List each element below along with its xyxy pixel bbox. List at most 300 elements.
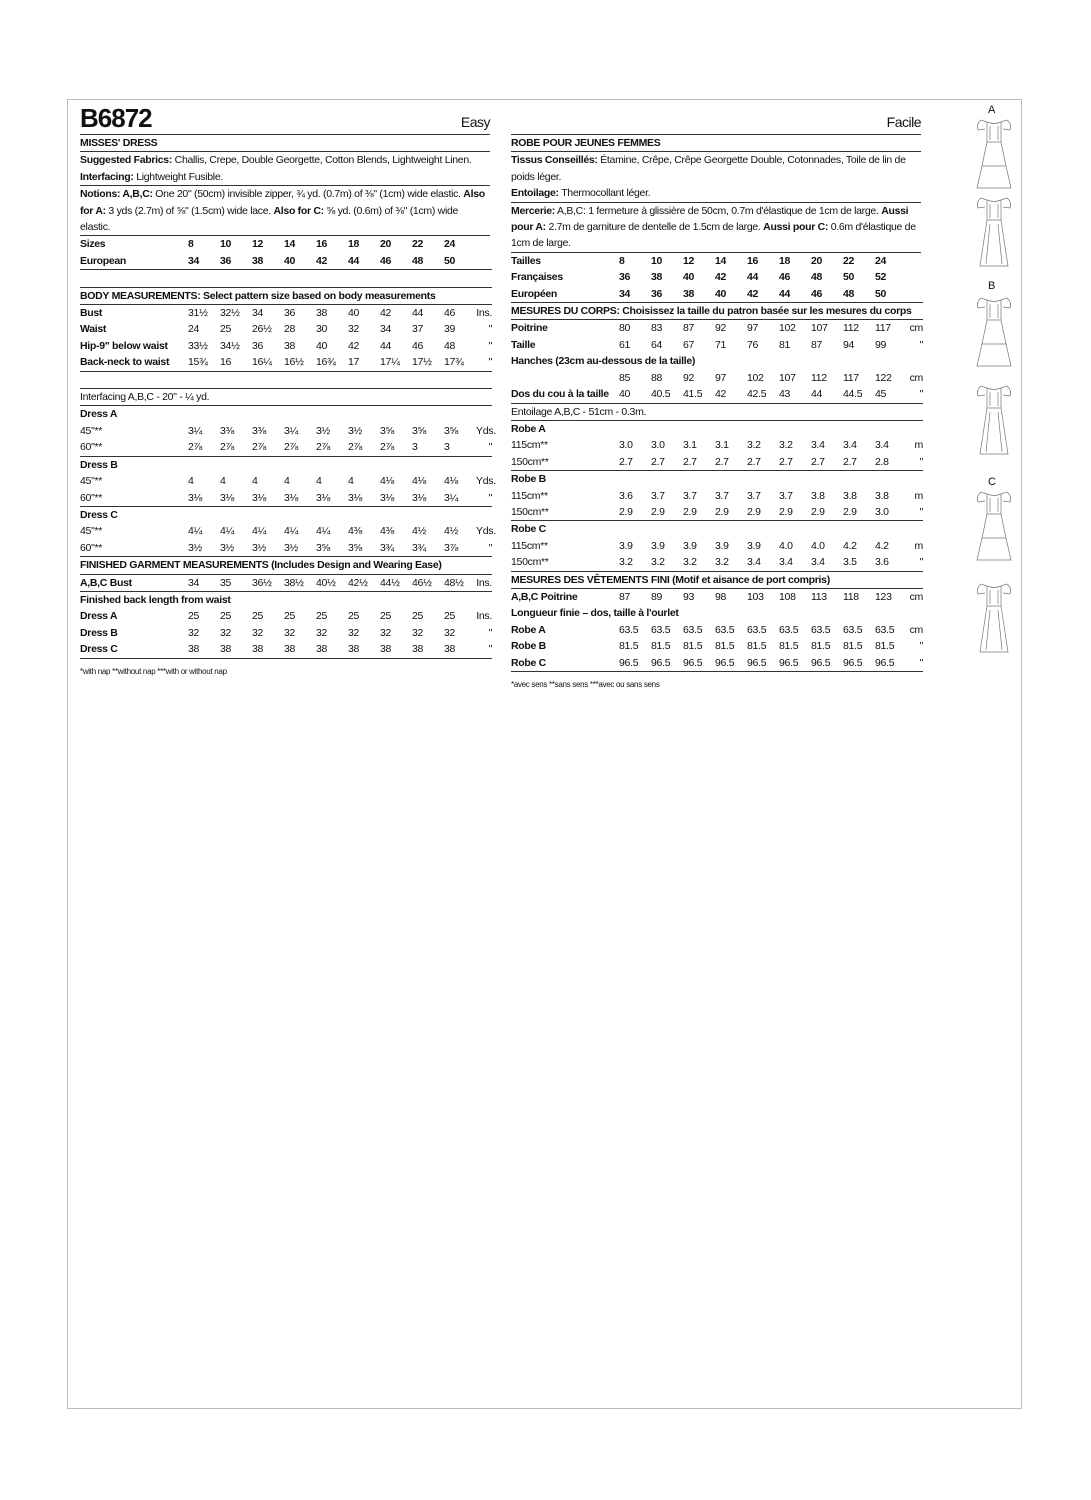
unit-cell: " [919, 556, 923, 569]
span-label: FINISHED GARMENT MEASUREMENTS (Includes Design and Wearing Ease) [80, 559, 442, 572]
row-label: Tailles [511, 254, 541, 267]
cell-value: 3.8 [811, 489, 825, 502]
francaises-row [511, 269, 923, 285]
cell-value: 87 [811, 338, 823, 351]
row-label: A,B,C Poitrine [511, 590, 578, 603]
cell-value: 16 [316, 238, 328, 251]
unit-cell: m [914, 439, 923, 452]
cell-value: 61 [619, 338, 631, 351]
cell-value: 113 [811, 590, 827, 603]
unit-cell [907, 286, 923, 303]
notions-label: Notions: A,B,C: [80, 188, 153, 201]
cell-value: 48 [412, 254, 424, 267]
interfacing-text: Lightweight Fusible. [133, 170, 223, 183]
cell-value: 63.5 [843, 623, 863, 636]
cell-value: 118 [843, 590, 859, 603]
view-letter-a: A [988, 104, 996, 116]
cell-value: 3¾ [380, 541, 394, 554]
notions-also-c: Also for C: [273, 204, 324, 217]
cell-value: 63.5 [715, 623, 735, 636]
hanches-label-row [511, 353, 923, 369]
row-label: A,B,C Bust [80, 576, 132, 589]
cell-value: 96.5 [683, 656, 703, 669]
cell-value: 3.7 [747, 489, 761, 502]
cell-value: 3⅛ [348, 491, 362, 504]
cell-value: 3⅞ [444, 541, 458, 554]
cell-value: 4½ [444, 525, 458, 538]
cell-value: 38 [380, 643, 392, 656]
cell-value: 85 [619, 371, 631, 384]
cell-value: 4½ [412, 525, 426, 538]
cell-value: 38 [348, 643, 360, 656]
cell-value: 2.7 [843, 455, 857, 468]
cell-value: 36½ [252, 576, 272, 589]
fabrics-text-fr: Étamine, Crêpe, Crêpe Georgette Double, Cotonnades, Toile de lin de poids léger. [511, 154, 906, 183]
cell-value: 28 [284, 323, 296, 336]
cell-value: 3.9 [619, 539, 633, 552]
cell-value: 92 [715, 322, 727, 335]
cell-value: 81.5 [747, 640, 767, 653]
unit-cell [907, 269, 923, 285]
cell-value: 4¼ [252, 525, 266, 538]
cell-value: 3.7 [779, 489, 793, 502]
cell-value: 71 [715, 338, 727, 351]
cell-value: 3.0 [875, 505, 889, 518]
cell-value: 96.5 [811, 656, 831, 669]
cell-value: 2.9 [683, 505, 697, 518]
back-row-fr [511, 638, 923, 654]
cell-value: 42 [715, 388, 727, 401]
cell-value: 15¾ [188, 356, 208, 369]
cell-value: 26½ [252, 323, 272, 336]
cell-value: 96.5 [747, 656, 767, 669]
metrage-row [511, 538, 923, 554]
cell-value: 97 [747, 322, 759, 335]
notions-text-c: ⅝ yd. (0.6m) of ⅜" (1cm) wide elastic. [80, 204, 459, 234]
back-row [80, 641, 492, 658]
metrage-row [511, 454, 923, 471]
span-label: Dress B [80, 458, 118, 471]
cell-value: 3¾ [412, 541, 426, 554]
cell-value: 3⅝ [380, 424, 394, 437]
cell-value: 92 [683, 371, 695, 384]
row-label: 115cm** [511, 539, 548, 552]
cell-value: 99 [875, 338, 887, 351]
cell-value: 2.8 [875, 455, 889, 468]
cell-value: 24 [188, 323, 200, 336]
body-row [80, 321, 492, 337]
cell-value: 4 [316, 475, 322, 488]
span-label: Entoilage A,B,C - 51cm - 0.3m. [511, 405, 647, 418]
taille-row [511, 337, 923, 353]
notions-block-fr [511, 203, 921, 253]
cell-value: 8 [619, 254, 625, 267]
cell-value: 3 [412, 441, 418, 454]
cell-value: 4¼ [188, 525, 202, 538]
cell-value: 81 [779, 338, 791, 351]
interfacing-row [80, 389, 492, 406]
cell-value: 38 [683, 287, 695, 300]
cell-value: 81.5 [619, 640, 639, 653]
cell-value: 3.4 [779, 556, 793, 569]
cell-value: 4⅜ [348, 525, 362, 538]
cell-value: 2.9 [715, 505, 729, 518]
cell-value: 43 [779, 388, 791, 401]
cell-value: 3.2 [683, 556, 697, 569]
cell-value: 3½ [220, 541, 234, 554]
cell-value: 97 [715, 371, 727, 384]
cell-value: 87 [683, 322, 695, 335]
row-label: Sizes [80, 238, 106, 251]
cell-value: 3½ [348, 424, 362, 437]
interfacing-row-fr [511, 403, 923, 420]
cell-value: 42½ [348, 576, 368, 589]
unit-cell: cm [909, 623, 923, 636]
unit-cell: cm [909, 371, 923, 384]
cell-value: 2.7 [811, 455, 825, 468]
cell-value: 38 [316, 643, 328, 656]
cell-value: 48½ [444, 576, 464, 589]
cell-value: 83 [651, 322, 663, 335]
cell-value: 3½ [252, 541, 266, 554]
cell-value: 81.5 [779, 640, 799, 653]
cell-value: 2.7 [747, 455, 761, 468]
span-label: Finished back length from waist [80, 593, 231, 606]
cell-value: 108 [779, 590, 796, 603]
cell-value: 42 [715, 271, 727, 284]
dress-sketch-icon [972, 116, 1016, 194]
robe-label-row [511, 521, 923, 538]
row-label: Dress A [80, 610, 118, 623]
cell-value: 3.2 [747, 439, 761, 452]
cell-value: 112 [811, 371, 827, 384]
tailles-row [511, 253, 923, 269]
cell-value: 3½ [284, 541, 298, 554]
cell-value: 12 [683, 254, 695, 267]
cell-value: 2⅞ [348, 441, 362, 454]
dress-label-row [80, 506, 492, 523]
cell-value: 42.5 [747, 388, 767, 401]
unit-cell: " [488, 441, 492, 454]
cell-value: 3⅜ [220, 424, 234, 437]
yardage-row [80, 473, 492, 489]
cell-value: 48 [444, 339, 456, 352]
spacer-cell [80, 270, 492, 287]
cell-value: 96.5 [715, 656, 735, 669]
cell-value: 3.1 [715, 439, 729, 452]
cell-value: 40.5 [651, 388, 671, 401]
cell-value: 81.5 [811, 640, 831, 653]
notions-text: One 20" (50cm) invisible zipper, ¾ yd. (0.7m) of ⅜" (1cm) wide elastic. [152, 188, 464, 201]
cell-value: 4⅜ [380, 525, 394, 538]
garment-title: MISSES' DRESS [80, 135, 490, 152]
cell-value: 103 [747, 590, 764, 603]
cell-value: 44½ [380, 576, 400, 589]
metrage-row [511, 437, 923, 453]
cell-value: 2⅞ [284, 441, 298, 454]
cell-value: 3.4 [875, 439, 889, 452]
cell-value: 117 [875, 322, 891, 335]
cell-value: 46 [779, 271, 791, 284]
cell-value: 94 [843, 338, 855, 351]
notions-block [80, 186, 490, 236]
cell-value: 44 [348, 254, 360, 267]
cell-value: 38 [252, 643, 264, 656]
cell-value: 3.8 [843, 489, 857, 502]
row-label: 45"** [80, 525, 103, 538]
cell-value: 3⅝ [412, 424, 426, 437]
robe-label-row [511, 471, 923, 488]
cell-value: 3.9 [651, 539, 665, 552]
cell-value: 3.2 [715, 556, 729, 569]
cell-value: 3.2 [619, 556, 633, 569]
garment-title-fr: ROBE POUR JEUNES FEMMES [511, 135, 921, 152]
cell-value: 16¾ [316, 356, 336, 369]
cell-value: 42 [316, 254, 328, 267]
dress-sketch-icon [972, 194, 1016, 272]
cell-value: 16½ [284, 356, 304, 369]
back-row-fr [511, 655, 923, 672]
fabrics-text: Challis, Crepe, Double Georgette, Cotton Blends, Lightweight Linen. [172, 154, 472, 167]
cell-value: 63.5 [779, 623, 799, 636]
cell-value: 32 [284, 626, 296, 639]
cell-value: 63.5 [747, 623, 767, 636]
row-label: Robe C [511, 656, 546, 669]
cell-value: 41.5 [683, 388, 703, 401]
cell-value: 3 [444, 441, 450, 454]
unit-cell: m [914, 489, 923, 502]
cell-value: 14 [284, 238, 296, 251]
cell-value: 38 [220, 643, 232, 656]
cell-value: 3¼ [444, 491, 458, 504]
cell-value: 4.0 [811, 539, 825, 552]
cell-value: 40 [683, 271, 695, 284]
cell-value: 46 [412, 339, 424, 352]
cell-value: 3.4 [843, 439, 857, 452]
cell-value: 44 [747, 271, 759, 284]
unit-cell: " [488, 626, 492, 639]
span-label: Longueur finie – dos, taille à l'ourlet [511, 607, 679, 620]
cell-value: 44.5 [843, 388, 863, 401]
interfacing-label-fr: Entoilage: [511, 187, 559, 200]
unit-cell: " [919, 656, 923, 669]
robe-label-row [511, 420, 923, 437]
header-fr [511, 106, 921, 135]
cell-value: 67 [683, 338, 695, 351]
cell-value: 3⅛ [220, 491, 234, 504]
hanches-row [511, 370, 923, 386]
cell-value: 3.0 [619, 439, 633, 452]
cell-value: 25 [316, 610, 328, 623]
cell-value: 81.5 [683, 640, 703, 653]
cell-value: 3⅛ [284, 491, 298, 504]
cell-value: 3.9 [715, 539, 729, 552]
cell-value: 50 [843, 271, 855, 284]
row-label: Européen [511, 287, 558, 300]
interfacing-text-fr: Thermocollant léger. [558, 187, 651, 200]
cell-value: 32 [188, 626, 200, 639]
fabrics-label-fr: Tissus Conseillés: [511, 154, 598, 167]
cell-value: 3.8 [875, 489, 889, 502]
cell-value: 32 [252, 626, 264, 639]
cell-value: 17½ [412, 356, 432, 369]
notions-also-c-fr: Aussi pour C: [763, 221, 829, 234]
row-label: 150cm** [511, 455, 549, 468]
unit-cell: Ins. [476, 576, 492, 589]
cell-value: 81.5 [843, 640, 863, 653]
cell-value: 20 [811, 254, 823, 267]
unit-cell: Ins. [476, 610, 492, 623]
cell-value: 3⅝ [316, 541, 330, 554]
cell-value: 107 [779, 371, 796, 384]
cell-value: 4 [348, 475, 354, 488]
cell-value: 122 [875, 371, 892, 384]
cell-value: 17¾ [444, 356, 464, 369]
unit-cell: " [919, 640, 923, 653]
cell-value: 44 [779, 287, 791, 300]
unit-cell: Ins. [476, 307, 492, 320]
french-column [511, 106, 921, 693]
measurement-table [80, 236, 496, 658]
spacer-cell [80, 371, 492, 388]
cell-value: 38 [252, 254, 264, 267]
body-row [80, 354, 492, 371]
cell-value: 17 [348, 356, 360, 369]
cell-value: 2.9 [779, 505, 793, 518]
cell-value: 2.9 [843, 505, 857, 518]
cell-value: 4.0 [779, 539, 793, 552]
cell-value: 34 [619, 287, 631, 300]
dress-label-row [80, 456, 492, 473]
measurement-table-fr [511, 253, 923, 672]
cell-value: 4 [252, 475, 258, 488]
cell-value: 2.7 [651, 455, 665, 468]
cell-value: 3½ [188, 541, 202, 554]
cell-value: 25 [412, 610, 424, 623]
back-length-row-fr [511, 605, 923, 621]
yardage-row [80, 490, 492, 507]
cell-value: 37 [412, 323, 424, 336]
cell-value: 40 [284, 254, 296, 267]
dress-label-row [80, 406, 492, 423]
span-label: Robe C [511, 523, 546, 536]
row-label: 150cm** [511, 505, 549, 518]
cell-value: 87 [619, 590, 631, 603]
cell-value: 3.7 [715, 489, 729, 502]
back-length-row [80, 591, 492, 608]
row-label: Hip-9" below waist [80, 339, 168, 352]
span-label: Dress A [80, 408, 118, 421]
difficulty-level-fr: Facile [886, 114, 921, 130]
metrage-row [511, 488, 923, 504]
span-label: Dress C [80, 508, 118, 521]
cell-value: 4⅛ [380, 475, 394, 488]
cell-value: 89 [651, 590, 663, 603]
cell-value: 3.1 [683, 439, 697, 452]
cell-value: 46 [444, 307, 456, 320]
cell-value: 8 [188, 238, 194, 251]
cell-value: 48 [811, 271, 823, 284]
unit-cell: " [488, 491, 492, 504]
notions-text-a-fr: 2.7m de garniture de dentelle de 1.5cm de large. [545, 221, 764, 234]
unit-cell: " [919, 338, 923, 351]
cell-value: 112 [843, 322, 859, 335]
row-label: Robe B [511, 640, 546, 653]
cell-value: 40 [316, 339, 328, 352]
cell-value: 34 [188, 576, 200, 589]
cell-value: 3.9 [683, 539, 697, 552]
row-label: 115cm** [511, 489, 548, 502]
header [80, 103, 490, 135]
cell-value: 4⅛ [412, 475, 426, 488]
cell-value: 18 [348, 238, 360, 251]
cell-value: 3.4 [811, 556, 825, 569]
cell-value: 38 [188, 643, 200, 656]
cell-value: 3.2 [779, 439, 793, 452]
row-label: Dos du cou à la taille [511, 388, 609, 401]
unit-cell [476, 253, 492, 270]
cell-value: 36 [651, 287, 663, 300]
row-label: Robe A [511, 623, 546, 636]
cell-value: 25 [348, 610, 360, 623]
yardage-row [80, 523, 492, 539]
cell-value: 3.7 [683, 489, 697, 502]
cell-value: 3⅛ [316, 491, 330, 504]
cell-value: 52 [875, 271, 887, 284]
cell-value: 3¼ [284, 424, 298, 437]
cell-value: 40 [619, 388, 631, 401]
notions-text-fr: A,B,C: 1 fermeture à glissière de 50cm, 0.7m d'élastique de 1cm de large. [555, 204, 882, 217]
europeen-row [511, 286, 923, 303]
cell-value: 20 [380, 238, 392, 251]
cell-value: 76 [747, 338, 759, 351]
cell-value: 96.5 [875, 656, 895, 669]
cell-value: 38 [444, 643, 456, 656]
cell-value: 40½ [316, 576, 336, 589]
footnote: *with nap **without nap ***with or without nap [80, 666, 227, 676]
cell-value: 14 [715, 254, 727, 267]
cell-value: 32 [348, 626, 360, 639]
cell-value: 123 [875, 590, 892, 603]
row-label: Dress B [80, 626, 118, 639]
cell-value: 3.6 [875, 556, 889, 569]
notions-also-a: Also for A: [80, 188, 485, 217]
unit-cell: Yds. [476, 475, 496, 488]
back-row [80, 608, 492, 624]
span-label: BODY MEASUREMENTS: Select pattern size based on body measurements [80, 289, 436, 302]
cell-value: 24 [875, 254, 887, 267]
english-column [80, 103, 496, 680]
row-label: Back-neck to waist [80, 356, 170, 369]
cell-value: 46 [811, 287, 823, 300]
cell-value: 2.9 [619, 505, 633, 518]
cell-value: 3⅛ [380, 491, 394, 504]
row-label: 60"** [80, 441, 103, 454]
cell-value: 81.5 [875, 640, 895, 653]
body-title-row [80, 287, 492, 304]
footnote-fr: *avec sens **sans sens ***avec ou sans sens [511, 680, 660, 689]
cell-value: 45 [875, 388, 887, 401]
cell-value: 31½ [188, 307, 208, 320]
span-label: Hanches (23cm au-dessous de la taille) [511, 355, 696, 368]
cell-value: 24 [444, 238, 456, 251]
cell-value: 3.4 [747, 556, 761, 569]
notions-text-a: 3 yds (2.7m) of ⅝" (1.5cm) wide lace. [105, 204, 274, 217]
unit-cell: Yds. [476, 525, 496, 538]
yardage-row [80, 423, 492, 439]
row-label: Bust [80, 307, 103, 320]
unit-cell: " [488, 323, 492, 336]
